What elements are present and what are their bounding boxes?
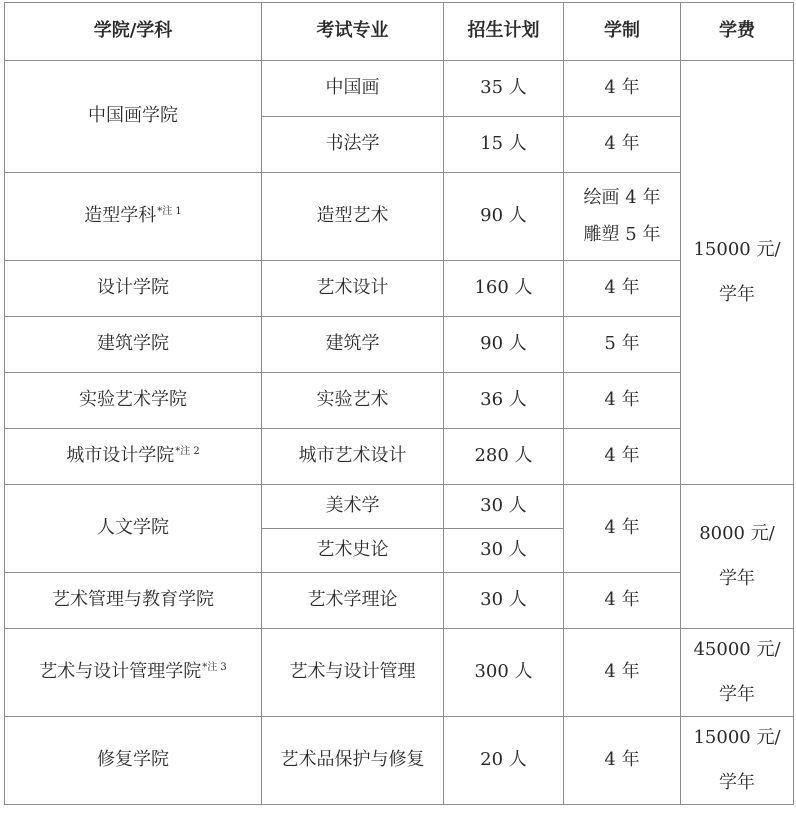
major-cell: 造型艺术 xyxy=(262,173,444,261)
duration-line: 雕塑 5 年 xyxy=(583,223,661,245)
enrollment-cell: 30 人 xyxy=(444,529,564,573)
college-cell: 实验艺术学院 xyxy=(5,373,262,429)
tuition-cell xyxy=(681,485,794,629)
table-row xyxy=(5,373,794,429)
tuition-amount: 8000 元/ xyxy=(699,523,775,544)
enrollment-cell: 20 人 xyxy=(444,717,564,805)
duration-cell: 4 年 xyxy=(564,717,681,805)
header-duration: 学制 xyxy=(564,3,681,61)
major-cell: 艺术史论 xyxy=(262,529,444,573)
footnote-marker: *注 1 xyxy=(157,206,182,218)
tuition-amount: 15000 元/ xyxy=(693,239,781,260)
college-cell xyxy=(5,173,262,261)
header-enrollment: 招生计划 xyxy=(444,3,564,61)
duration-cell: 4 年 xyxy=(564,485,681,573)
college-name: 造型学科 xyxy=(84,205,157,227)
duration-cell: 5 年 xyxy=(564,317,681,373)
college-cell xyxy=(5,429,262,485)
duration-cell: 4 年 xyxy=(564,117,681,173)
tuition-amount: 15000 元/ xyxy=(693,727,781,748)
major-cell: 艺术学理论 xyxy=(262,573,444,629)
major-cell: 艺术与设计管理 xyxy=(262,629,444,717)
table-row xyxy=(5,573,794,629)
admissions-table xyxy=(4,2,794,805)
college-cell: 人文学院 xyxy=(5,485,262,573)
major-cell: 书法学 xyxy=(262,117,444,173)
enrollment-cell: 35 人 xyxy=(444,61,564,117)
college-cell xyxy=(5,629,262,717)
table-row xyxy=(5,429,794,485)
table-row xyxy=(5,629,794,717)
college-cell: 建筑学院 xyxy=(5,317,262,373)
major-cell: 实验艺术 xyxy=(262,373,444,429)
table-row xyxy=(5,317,794,373)
college-cell: 中国画学院 xyxy=(5,61,262,173)
major-cell: 美术学 xyxy=(262,485,444,529)
duration-cell: 4 年 xyxy=(564,573,681,629)
college-name: 城市设计学院 xyxy=(66,445,175,467)
tuition-amount: 45000 元/ xyxy=(693,639,781,660)
table-row xyxy=(5,61,794,117)
major-cell: 中国画 xyxy=(262,61,444,117)
college-cell: 艺术管理与教育学院 xyxy=(5,573,262,629)
duration-cell xyxy=(564,173,681,261)
table-row xyxy=(5,261,794,317)
major-cell: 艺术品保护与修复 xyxy=(262,717,444,805)
enrollment-cell: 160 人 xyxy=(444,261,564,317)
enrollment-cell: 280 人 xyxy=(444,429,564,485)
duration-cell: 4 年 xyxy=(564,373,681,429)
duration-cell: 4 年 xyxy=(564,429,681,485)
college-cell: 设计学院 xyxy=(5,261,262,317)
tuition-cell xyxy=(681,61,794,485)
tuition-unit: 学年 xyxy=(719,283,755,305)
tuition-unit: 学年 xyxy=(719,683,755,705)
tuition-cell xyxy=(681,629,794,717)
major-cell: 建筑学 xyxy=(262,317,444,373)
duration-cell: 4 年 xyxy=(564,629,681,717)
college-cell: 修复学院 xyxy=(5,717,262,805)
footnote-marker: *注 2 xyxy=(175,446,200,458)
header-college: 学院/学科 xyxy=(5,3,262,61)
major-cell: 城市艺术设计 xyxy=(262,429,444,485)
duration-line: 绘画 4 年 xyxy=(583,187,661,208)
header-row xyxy=(5,3,794,61)
tuition-unit: 学年 xyxy=(719,771,755,793)
college-name: 艺术与设计管理学院 xyxy=(39,661,202,683)
major-cell: 艺术设计 xyxy=(262,261,444,317)
duration-cell: 4 年 xyxy=(564,261,681,317)
tuition-unit: 学年 xyxy=(719,567,755,589)
table-row xyxy=(5,485,794,529)
header-tuition: 学费 xyxy=(681,3,794,61)
table-row xyxy=(5,717,794,805)
duration-cell: 4 年 xyxy=(564,61,681,117)
enrollment-cell: 36 人 xyxy=(444,373,564,429)
enrollment-cell: 15 人 xyxy=(444,117,564,173)
enrollment-cell: 300 人 xyxy=(444,629,564,717)
header-major: 考试专业 xyxy=(262,3,444,61)
enrollment-cell: 30 人 xyxy=(444,485,564,529)
table-row xyxy=(5,173,794,261)
enrollment-cell: 30 人 xyxy=(444,573,564,629)
tuition-cell xyxy=(681,717,794,805)
enrollment-cell: 90 人 xyxy=(444,317,564,373)
footnote-marker: *注 3 xyxy=(202,662,227,674)
enrollment-cell: 90 人 xyxy=(444,173,564,261)
